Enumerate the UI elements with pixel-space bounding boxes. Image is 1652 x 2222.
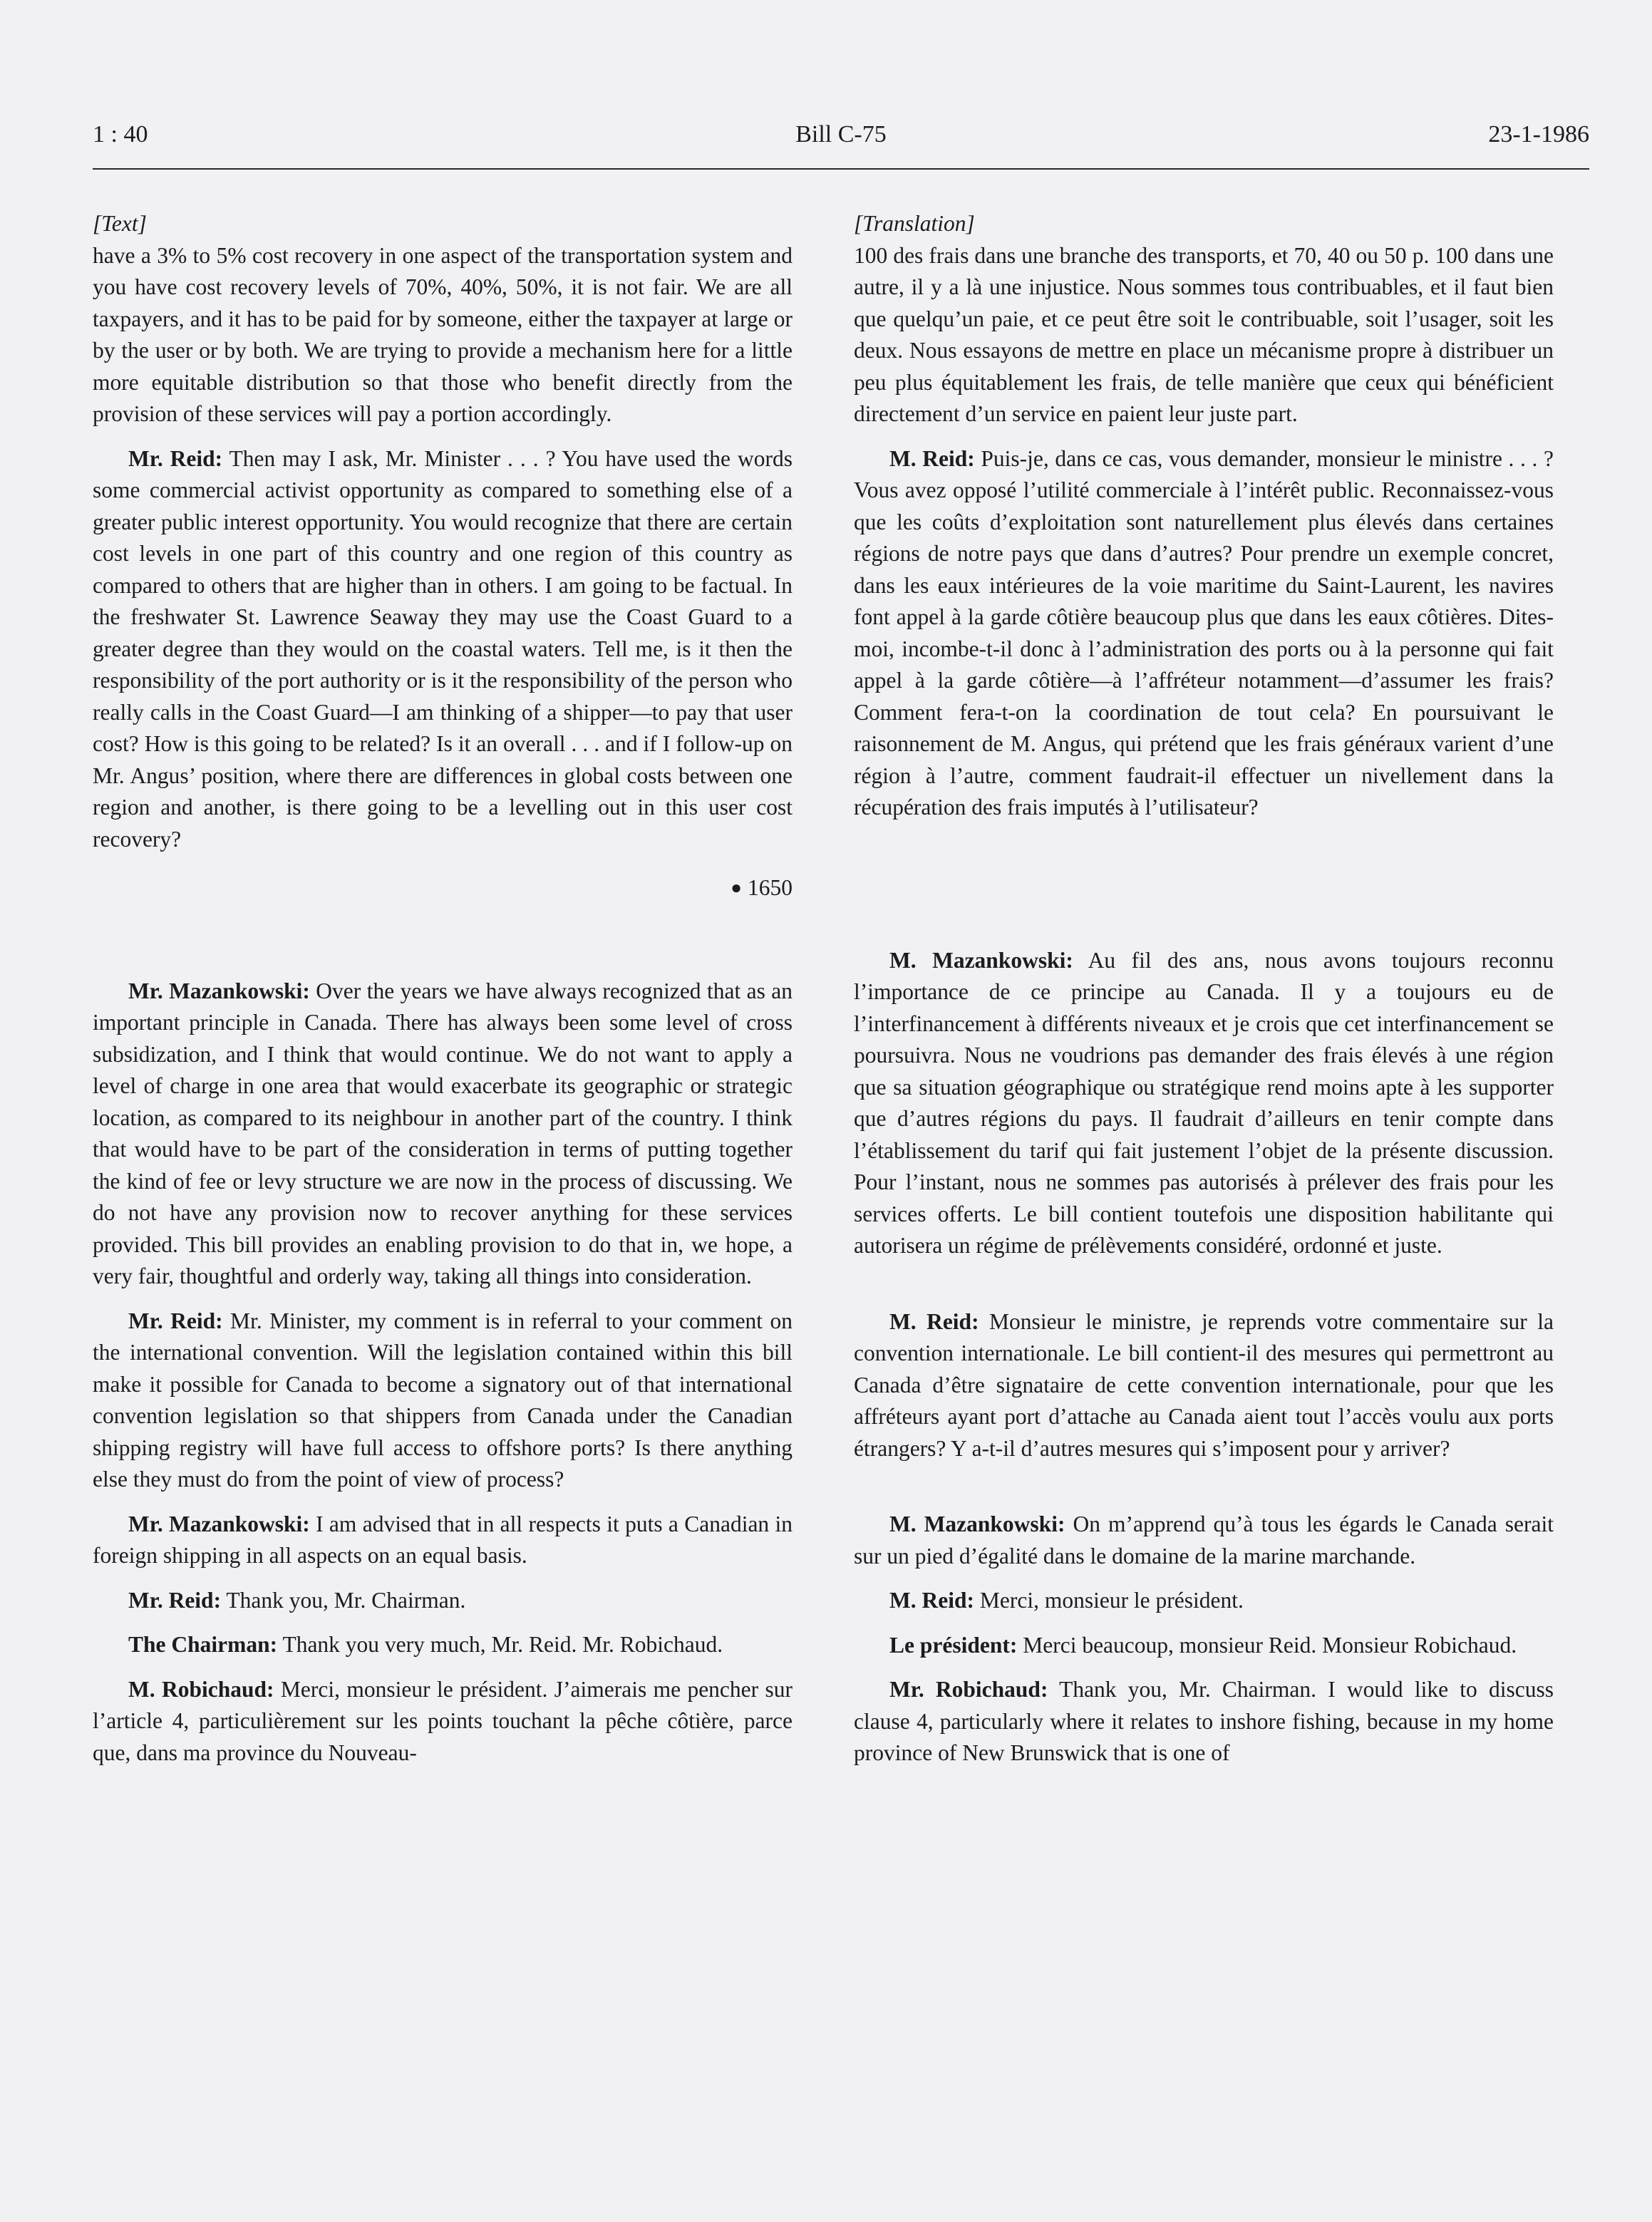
spacer	[93, 904, 793, 976]
speaker-name: The Chairman:	[128, 1632, 278, 1657]
speech-text: Au fil des ans, nous avons toujours reconnu l’importance de ce principe au Canada. Il y a toujours eu de l’interfinancement à différents niveaux et je crois que cet interfinancement se poursuivra. Nous ne voudrions pas demander des frais élevés à une région que sa situation géographique ou stratégique rend moins apte à les supporter que d’autres régions du pays. Il faudrait d’ailleurs en tenir compte dans l’établissement du tarif qui fait justement l’objet de la présente discussion. Pour l’instant, nous ne sommes pas autorisés à prélever des frais pour les services offerts. Le bill contient toutefois une disposition habilitante qui autorisera un régime de prélèvements considéré, ordonné et juste.	[854, 947, 1554, 1258]
speech-text: Merci beaucoup, monsieur Reid. Monsieur Robichaud.	[1017, 1632, 1517, 1658]
speaker-name: M. Mazankowski:	[889, 1512, 1065, 1536]
speech	[93, 1509, 793, 1572]
spacer	[93, 1616, 793, 1629]
spacer	[93, 1661, 793, 1674]
speaker-name: Mr. Reid:	[128, 1587, 222, 1613]
paragraph	[854, 240, 1554, 430]
time-stamp-text: 1650	[748, 875, 793, 900]
speaker-name: M. Mazankowski:	[889, 947, 1073, 973]
spacer	[854, 824, 1554, 945]
speaker-name: Mr. Reid:	[128, 1308, 223, 1333]
speech-text: Puis-je, dans ce cas, vous demander, monsieur le ministre . . . ? Vous avez opposé l’utilité commerciale à l’intérêt public. Reconnaissez-vous que les coûts d’exploitation sont naturellement plus élevés dans certaines régions de notre pays que dans d’autres? Pour prendre un exemple concret, dans les eaux intérieures de la voie maritime du Saint-Laurent, les navires font appel à la garde côtière beaucoup plus que dans les eaux côtières. Dites-moi, incombe-t-il donc à l’administration des ports ou à la personne qui fait appel à la garde côtière—à l’affréteur notamment—d’assumer les frais? Comment fera-t-on la coordination de tout cela? En poursuivant le raisonnement de M. Angus, qui prétend que les frais généraux varient d’une région à l’autre, comment faudrait-il effectuer un nivellement dans la récupération des frais imputés à l’utilisateur?	[854, 445, 1554, 820]
spacer	[854, 1572, 1554, 1585]
paragraph-text: have a 3% to 5% cost recovery in one aspect of the transportation system and you have cost recovery levels of 70%, 40%, 50%, it is not fair. We are all taxpayers, and it has to be paid for by someone, either the taxpayer at large or by the user or by both. We are trying to provide a mechanism here for a little more equitable distribution so that those who benefit directly from the provision of these services will pay a portion accordingly.	[93, 242, 793, 426]
speech-text: Merci, monsieur le président. J’aimerais me pencher sur l’article 4, particulièrement sur les points touchant la pêche côtière, parce que, dans ma province du Nouveau-	[93, 1676, 793, 1765]
speech-text: Mr. Minister, my comment is in referral to your comment on the international convention. Will the legislation contained within this bill make it possible for Canada to become a signatory out of that international convention legislation so that shippers from Canada under the Canadian shipping registry will have full access to offshore ports? Is there anything else they must do from the point of view of process?	[93, 1308, 793, 1492]
time-stamp	[93, 872, 793, 904]
speech-text: Then may I ask, Mr. Minister . . . ? You have used the words some commercial activist opportunity as compared to something else of a greater public interest opportunity. You would recognize that there are certain cost levels in one part of this country and one region of this country as compared to others that are higher than in others. I am going to be factual. In the freshwater St. Lawrence Seaway they may use the Coast Guard to a greater degree than they would on the coastal waters. Tell me, is it then the responsibility of the port authority or is it the responsibility of the person who really calls in the Coast Guard—I am thinking of a shipper—to pay that user cost? How is this going to be related? Is it an overall . . . and if I follow-up on Mr. Angus’ position, where there are differences in global costs between one region and another, is there going to be a levelling out in this user cost recovery?	[93, 445, 793, 852]
paragraph	[93, 240, 793, 430]
speech-text: I am advised that in all respects it puts a Canadian in foreign shipping in all aspects on an equal basis.	[93, 1511, 793, 1568]
french-column	[854, 208, 1554, 1769]
speech-text: Thank you, Mr. Chairman.	[221, 1587, 466, 1613]
speaker-name: Mr. Reid:	[128, 445, 223, 471]
spacer	[854, 1464, 1554, 1509]
speaker-name: M. Reid:	[889, 1308, 979, 1334]
speech-text: Thank you very much, Mr. Reid. Mr. Robichaud.	[277, 1632, 723, 1657]
speech-text: Merci, monsieur le président.	[974, 1588, 1244, 1613]
speaker-name: Mr. Mazankowski:	[128, 1511, 310, 1536]
speech-text: Monsieur le ministre, je reprends votre commentaire sur la convention internationale. Le bill contient-il des mesures qui permettront au Canada d’être signataire de cette convention internationale, pour que les affréteurs ayant port d’attache au Canada aient tout l’accès voulu aux ports étrangers? Y a-t-il d’autres mesures qui s’imposent pour y arriver?	[854, 1308, 1554, 1461]
speech	[854, 443, 1554, 824]
page-header	[93, 121, 1589, 171]
speech	[854, 945, 1554, 1262]
speech-text: On m’apprend qu’à tous les égards le Canada serait sur un pied d’égalité dans le domaine de la marine marchande.	[854, 1512, 1554, 1569]
spacer	[854, 1262, 1554, 1306]
speech	[854, 1674, 1554, 1769]
english-column	[93, 208, 793, 1769]
spacer	[93, 1572, 793, 1585]
speaker-name: M. Reid:	[889, 1588, 974, 1613]
speaker-name: M. Reid:	[889, 445, 975, 471]
bullet-icon: ●	[731, 877, 742, 898]
speech	[93, 976, 793, 1293]
translation-tag: [Translation]	[854, 211, 975, 236]
speaker-name: M. Robichaud:	[128, 1676, 274, 1702]
speaker-name: Mr. Mazankowski:	[128, 978, 310, 1003]
spacer	[854, 1661, 1554, 1674]
spacer	[854, 1617, 1554, 1630]
paragraph-text: 100 des frais dans une branche des transports, et 70, 40 ou 50 p. 100 dans une autre, il y a là une injustice. Nous sommes tous contribuables, et il faut bien que quelqu’un paie, et ce peut être soit le contribuable, soit l’usager, soit les deux. Nous essayons de mettre en place un mécanisme propre à distribuer un peu plus équitablement les frais, de telle manière que ceux qui bénéficient directement d’un service en paient leur juste part.	[854, 242, 1554, 426]
text-tag: [Text]	[93, 211, 147, 236]
spacer	[93, 430, 793, 443]
speech	[93, 1585, 793, 1617]
speech	[93, 1674, 793, 1769]
sitting-date: 23-1-1986	[1488, 121, 1589, 148]
speech	[854, 1585, 1554, 1617]
speech	[854, 1306, 1554, 1465]
speaker-name: Mr. Robichaud:	[889, 1677, 1048, 1702]
bill-title: Bill C-75	[795, 121, 887, 148]
speech	[854, 1630, 1554, 1662]
page-number: 1 : 40	[93, 121, 148, 148]
speech	[93, 443, 793, 856]
speech	[854, 1509, 1554, 1572]
speech	[93, 1629, 793, 1661]
header-rule	[93, 168, 1589, 170]
speech	[93, 1306, 793, 1496]
speaker-name: Le président:	[889, 1632, 1018, 1658]
speech-text: Over the years we have always recognized that as an important principle in Canada. There has always been some level of cross subsidization, and I think that would continue. We do not want to apply a level of charge in one area that would exacerbate its geographic or strategic location, as compared to its neighbour in another part of the country. I think that would have to be part of the consideration in terms of putting together the kind of fee or levy structure we are now in the process of discussing. We do not have any provision now to recover anything for these services provided. This bill provides an enabling provision to do that in, we hope, a very fair, thoughtful and orderly way, taking all things into consideration.	[93, 978, 793, 1288]
spacer	[93, 1496, 793, 1509]
spacer	[854, 430, 1554, 443]
spacer	[93, 1293, 793, 1306]
speech-text: Thank you, Mr. Chairman. I would like to discuss clause 4, particularly where it relates to inshore fishing, because in my home province of New Brunswick that is one of	[854, 1677, 1554, 1765]
